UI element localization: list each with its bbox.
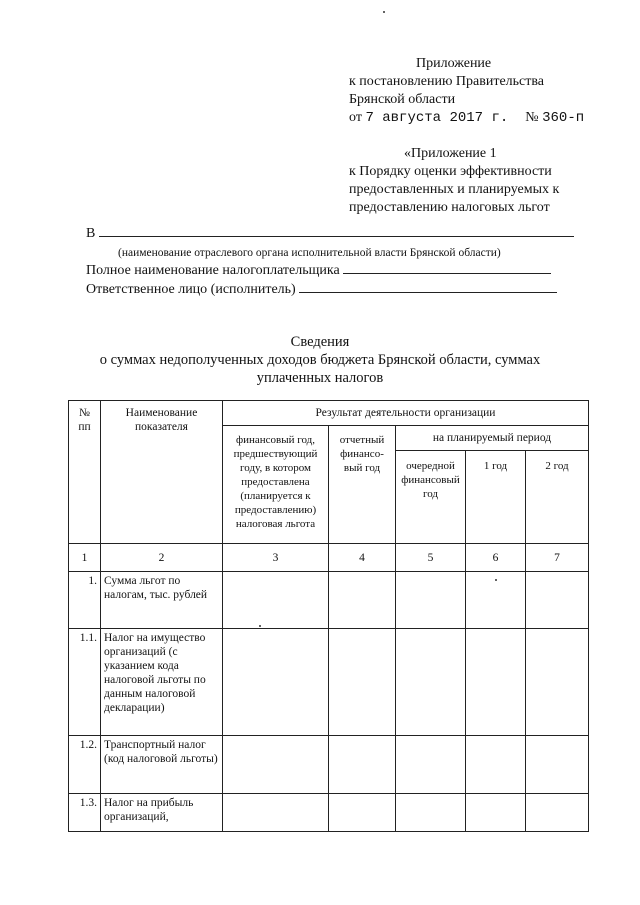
authority-blank-line[interactable] — [99, 236, 574, 237]
tax-benefits-table — [68, 400, 589, 832]
column-number: 3 — [223, 544, 329, 572]
header-result: Результат деятельности организации — [223, 401, 589, 426]
table-row — [69, 736, 589, 794]
column-number: 4 — [329, 544, 396, 572]
table-cell[interactable] — [466, 736, 526, 794]
table-cell[interactable] — [396, 736, 466, 794]
table-cell[interactable] — [526, 736, 589, 794]
table-cell[interactable] — [223, 794, 329, 832]
table-cell[interactable] — [466, 629, 526, 736]
resolution-header — [349, 55, 639, 127]
row-indicator-name: Транспортный налог (код налоговой льготы) — [101, 736, 223, 794]
scan-speck — [383, 11, 385, 13]
scan-speck — [259, 625, 261, 627]
table-cell[interactable] — [223, 572, 329, 629]
column-number: 2 — [101, 544, 223, 572]
table-cell[interactable] — [329, 794, 396, 832]
table-cell[interactable] — [526, 794, 589, 832]
responsible-field — [86, 282, 557, 298]
table-row — [69, 794, 589, 832]
row-number: 1.2. — [69, 736, 101, 794]
table-cell[interactable] — [466, 794, 526, 832]
table-cell[interactable] — [526, 629, 589, 736]
number-label: № — [525, 110, 539, 125]
table-cell[interactable] — [396, 794, 466, 832]
column-number: 5 — [396, 544, 466, 572]
table-cell[interactable] — [223, 629, 329, 736]
row-number: 1.3. — [69, 794, 101, 832]
header-prev-year: финансовый год, предшествующий году, в котором предоставлена (планируется к предоставлению) налоговая льгота — [223, 426, 329, 544]
table-row — [69, 629, 589, 736]
header-date-line — [349, 109, 639, 127]
table-cell[interactable] — [396, 629, 466, 736]
row-number: 1. — [69, 572, 101, 629]
header-report-year: отчетный финансо-вый год — [329, 426, 396, 544]
appendix-line-2: к Порядку оценки эффективности — [349, 164, 552, 179]
table-cell[interactable] — [223, 736, 329, 794]
taxpayer-field — [86, 263, 551, 279]
scan-speck — [495, 579, 497, 581]
taxpayer-blank-line[interactable] — [343, 273, 551, 274]
appendix-header — [349, 145, 639, 217]
header-year-2: 2 год — [526, 451, 589, 544]
appendix-line-1: «Приложение 1 — [404, 146, 497, 161]
column-number-row — [69, 544, 589, 572]
header-next-year: очередной финансовый год — [396, 451, 466, 544]
header-indicator-name: Наименование показателя — [101, 401, 223, 544]
authority-caption: (наименование отраслевого органа исполнительной власти Брянской области) — [118, 247, 501, 259]
resolution-number: 360-п — [542, 110, 585, 126]
title-line-1: Сведения — [290, 334, 350, 350]
responsible-blank-line[interactable] — [299, 292, 557, 293]
row-number: 1.1. — [69, 629, 101, 736]
appendix-line-3: предоставленных и планируемых к — [349, 182, 560, 197]
row-indicator-name: Налог на имущество организаций (с указанием кода налоговой льготы по данным налоговой декларации) — [101, 629, 223, 736]
table-cell[interactable] — [329, 572, 396, 629]
date-prefix: от — [349, 110, 362, 125]
title-line-2: о суммах недополученных доходов бюджета Брянской области, суммах — [99, 352, 541, 368]
taxpayer-label: Полное наименование налогоплательщика — [86, 263, 340, 278]
appendix-line-4: предоставлению налоговых льгот — [349, 200, 550, 215]
resolution-date: 7 августа 2017 г. — [365, 110, 509, 126]
header-year-1: 1 год — [466, 451, 526, 544]
table-row — [69, 572, 589, 629]
row-indicator-name: Налог на прибыль организаций, — [101, 794, 223, 832]
table-cell[interactable] — [396, 572, 466, 629]
document-title — [60, 333, 580, 387]
header-num: № пп — [69, 401, 101, 544]
table-cell[interactable] — [526, 572, 589, 629]
header-planned-period: на планируемый период — [396, 426, 589, 451]
column-number: 6 — [466, 544, 526, 572]
row-indicator-name: Сумма льгот по налогам, тыс. рублей — [101, 572, 223, 629]
header-line-2: к постановлению Правительства — [349, 74, 545, 89]
authority-field — [86, 226, 574, 242]
column-number: 7 — [526, 544, 589, 572]
header-line-1: Приложение — [416, 56, 492, 71]
table-cell[interactable] — [329, 629, 396, 736]
table-cell[interactable] — [329, 736, 396, 794]
column-number: 1 — [69, 544, 101, 572]
responsible-label: Ответственное лицо (исполнитель) — [86, 282, 296, 297]
title-line-3: уплаченных налогов — [256, 370, 384, 386]
authority-label: В — [86, 226, 96, 241]
header-line-3: Брянской области — [349, 92, 456, 107]
